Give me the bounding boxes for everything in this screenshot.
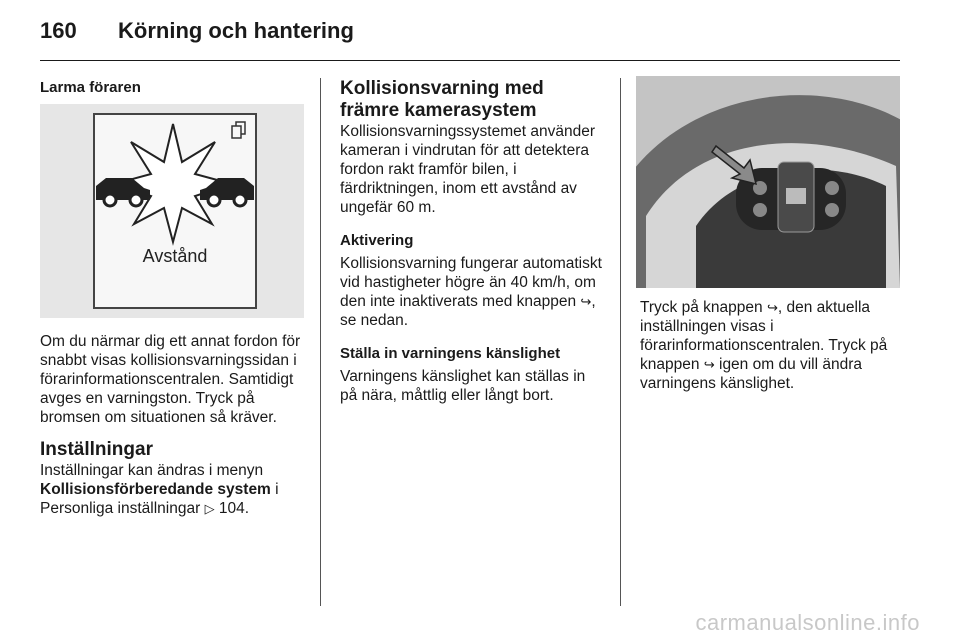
warning-paragraph: Om du närmar dig ett annat fordon för snabbt visas kollisionsvarningssidan i förarinformationscentralen. Samtidigt avges en varningston. Tryck på bromsen om situationen så kräver. (40, 333, 301, 426)
column-1 (40, 78, 306, 101)
column-2 (340, 78, 606, 417)
steering-wheel-photo (636, 76, 900, 288)
activation-paragraph (340, 254, 606, 330)
activation-heading: Aktivering (340, 232, 414, 249)
settings-text-2: i Personliga inställningar (40, 481, 279, 517)
camera-intro: Kollisionsvarningssystemet använder kameran i vindrutan för att detektera fordon rakt framför bilen, i färdriktningen, inom ett avstånd av ungefär 60 m. (340, 123, 596, 216)
page-number: 160 (40, 18, 77, 43)
settings-menu-name: Kollisionsförberedande system (40, 481, 271, 498)
header-rule (40, 60, 900, 61)
collision-alert-icon: ↪ (703, 357, 715, 372)
chapter-title: Körning och hantering (118, 18, 354, 43)
reference-arrow-icon: ▷ (204, 501, 215, 516)
instructions-text-2: , den aktuella inställningen visas i förarinformationscentralen. Tryck på knappen (640, 299, 888, 373)
distance-label: Avstånd (142, 246, 208, 266)
column-1-body (40, 332, 306, 530)
activation-text-2: , se nedan. (340, 293, 596, 329)
collision-alert-icon: ↪ (766, 300, 778, 315)
button-instructions (640, 298, 902, 393)
steering-wheel-illustration (636, 76, 900, 288)
collision-alert-icon: ↪ (580, 294, 592, 309)
settings-paragraph (40, 461, 306, 518)
settings-text-1: Inställningar kan ändras i menyn (40, 462, 264, 479)
instructions-text-3: igen om du vill ändra varningens känslighet. (640, 356, 863, 392)
settings-ref-page: 104. (218, 500, 250, 517)
sensitivity-heading: Ställa in varningens känslighet (340, 345, 561, 362)
column-divider-1 (320, 78, 321, 606)
activation-text-1: Kollisionsvarning fungerar automatiskt vid hastigheter högre än 40 km/h, om den inte inaktiverats med knappen (340, 255, 602, 310)
column-3 (640, 298, 902, 405)
sensitivity-paragraph: Varningens känslighet kan ställas in på nära, måttlig eller långt bort. (340, 368, 586, 404)
camera-system-heading: Kollisionsvarning med främre kamerasystem (340, 78, 544, 121)
watermark: carmanualsonline.info (695, 610, 920, 635)
cluster-display-figure (40, 104, 304, 318)
instructions-text-1: Tryck på knappen (640, 299, 767, 316)
page-header (40, 18, 354, 44)
section-heading-warning: Larma föraren (40, 79, 141, 96)
settings-heading: Inställningar (40, 439, 153, 460)
column-divider-2 (620, 78, 621, 606)
collision-warning-illustration (40, 104, 304, 318)
